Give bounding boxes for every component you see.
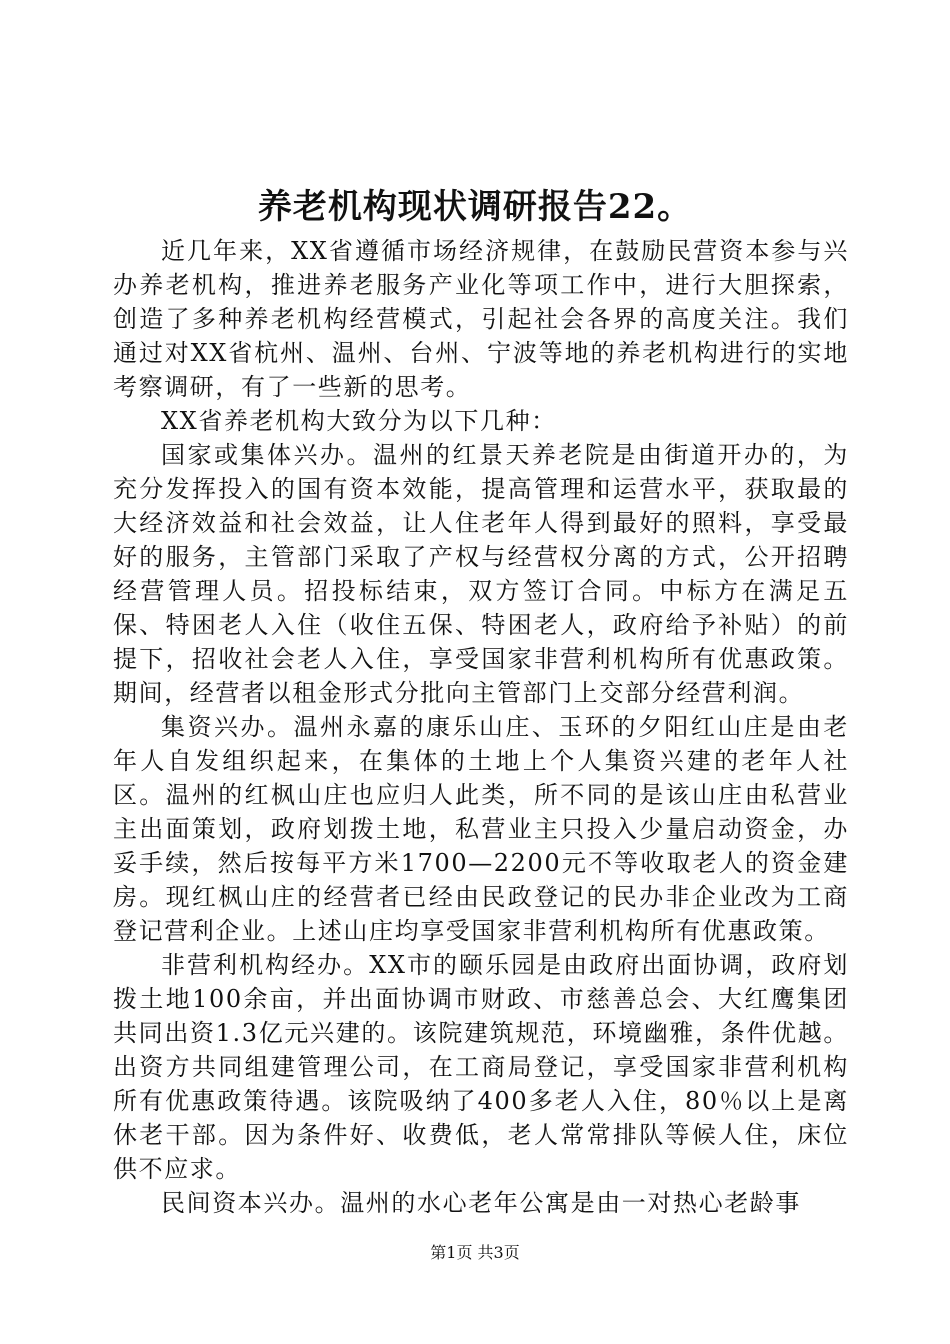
paragraph-types-heading: XX省养老机构大致分为以下几种： <box>161 407 557 435</box>
paragraph-private-capital: 民间资本兴办。温州的水心老年公寓是由一对热心老龄事 <box>161 1189 801 1217</box>
paragraph-intro: 近几年来，XX省遵循市场经济规律，在鼓励民营资本参与兴办养老机构，推进养老服务产业化等项工作中，进行大胆探索，创造了多种养老机构经营模式，引起社会各界的高度关注。我们通过对XX省杭州、温州、台州、宁波等地的养老机构进行的实地考察调研，有了一些新的思考。 <box>113 237 849 401</box>
paragraph-fundraising: 集资兴办。温州永嘉的康乐山庄、玉环的夕阳红山庄是由老年人自发组织起来，在集体的土地上个人集资兴建的老年人社区。温州的红枫山庄也应归人此类，所不同的是该山庄由私营业主出面策划，政府划拨土地，私营业主只投入少量启动资金，办妥手续，然后按每平方米1700—2200元不等收取老人的资金建房。现红枫山庄的经营者已经由民政登记的民办非企业改为工商登记营利企业。上述山庄均享受国家非营利机构所有优惠政策。 <box>113 713 849 945</box>
page-footer: 第1页 共3页 <box>430 1243 520 1262</box>
paragraph-state-collective: 国家或集体兴办。温州的红景天养老院是由街道开办的，为充分发挥投入的国有资本效能，提高管理和运营水平，获取最的大经济效益和社会效益，让人住老年人得到最好的照料，享受最好的服务，主管部门采取了产权与经营权分离的方式，公开招聘经营管理人员。招投标结束，双方签订合同。中标方在满足五保、特困老人入住（收住五保、特困老人，政府给予补贴）的前提下，招收社会老人入住，享受国家非营利机构所有优惠政策。期间，经营者以租金形式分批向主管部门上交部分经营利润。 <box>113 441 849 707</box>
document-body <box>113 234 849 1220</box>
paragraph-nonprofit: 非营利机构经办。XX市的颐乐园是由政府出面协调，政府划拨土地100余亩，并出面协调市财政、市慈善总会、大红鹰集团共同出资1.3亿元兴建的。该院建筑规范，环境幽雅，条件优越。出资方共同组建管理公司，在工商局登记，享受国家非营利机构所有优惠政策待遇。该院吸纳了400多老人入住，80％以上是离休老干部。因为条件好、收费低，老人常常排队等候人住，床位供不应求。 <box>113 951 849 1183</box>
document-title: 养老机构现状调研报告22。 <box>257 187 693 227</box>
